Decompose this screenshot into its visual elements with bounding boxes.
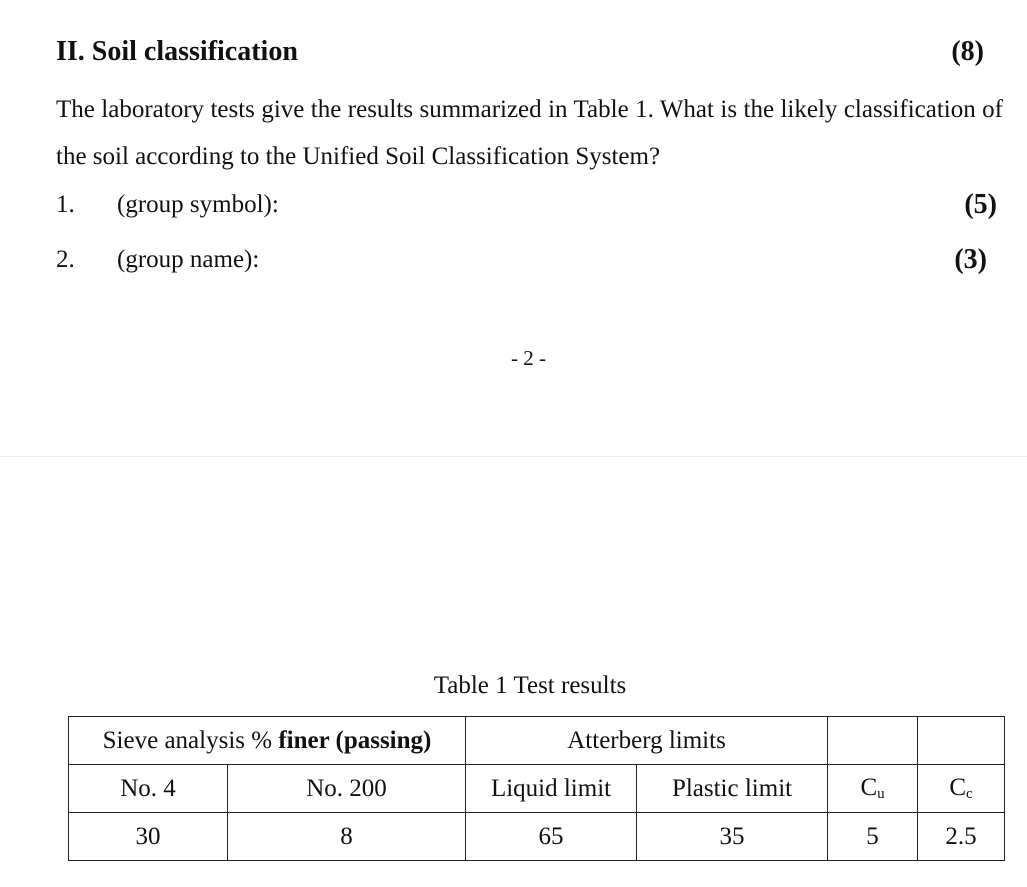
item-1-number: 1. [56, 191, 75, 218]
empty-header-cell-cc [918, 717, 1005, 765]
page-divider [0, 456, 1027, 457]
table-row [69, 813, 1005, 861]
cu-base: C [860, 774, 878, 801]
value-no200: 8 [228, 813, 466, 861]
atterberg-limits-header: Atterberg limits [466, 717, 828, 765]
table-column-header-row [69, 765, 1005, 813]
value-plastic-limit: 35 [637, 813, 828, 861]
sieve-analysis-header [69, 717, 466, 765]
col-cu [828, 765, 918, 813]
test-results-table [68, 716, 1005, 861]
cu-subscript: u [877, 786, 885, 802]
col-no4: No. 4 [69, 765, 228, 813]
sieve-header-prefix: Sieve analysis % [102, 726, 279, 754]
col-plastic-limit: Plastic limit [637, 765, 828, 813]
cc-base: C [949, 774, 967, 801]
table-caption: Table 1 Test results [433, 672, 627, 699]
item-2-label: (group name): [117, 246, 260, 273]
item-1-points: (5) [964, 189, 997, 220]
table-group-header-row [69, 717, 1005, 765]
col-cc [918, 765, 1005, 813]
value-cc: 2.5 [918, 813, 1005, 861]
empty-header-cell-cu [828, 717, 918, 765]
item-1-label: (group symbol): [117, 191, 279, 218]
col-no200: No. 200 [228, 765, 466, 813]
page-number: - 2 - [511, 346, 546, 370]
item-2-number: 2. [56, 246, 75, 273]
item-2-points: (3) [954, 244, 987, 275]
value-liquid-limit: 65 [466, 813, 637, 861]
section-title: II. Soil classification [56, 36, 298, 67]
section-points: (8) [951, 36, 984, 67]
value-cu: 5 [828, 813, 918, 861]
sieve-header-bold: finer (passing) [278, 726, 432, 754]
col-liquid-limit: Liquid limit [466, 765, 637, 813]
question-text: The laboratory tests give the results summarized in Table 1. What is the likely classification of the soil according to the Unified Soil Classification System? [56, 96, 1003, 170]
cc-subscript: c [966, 786, 973, 802]
value-no4: 30 [69, 813, 228, 861]
